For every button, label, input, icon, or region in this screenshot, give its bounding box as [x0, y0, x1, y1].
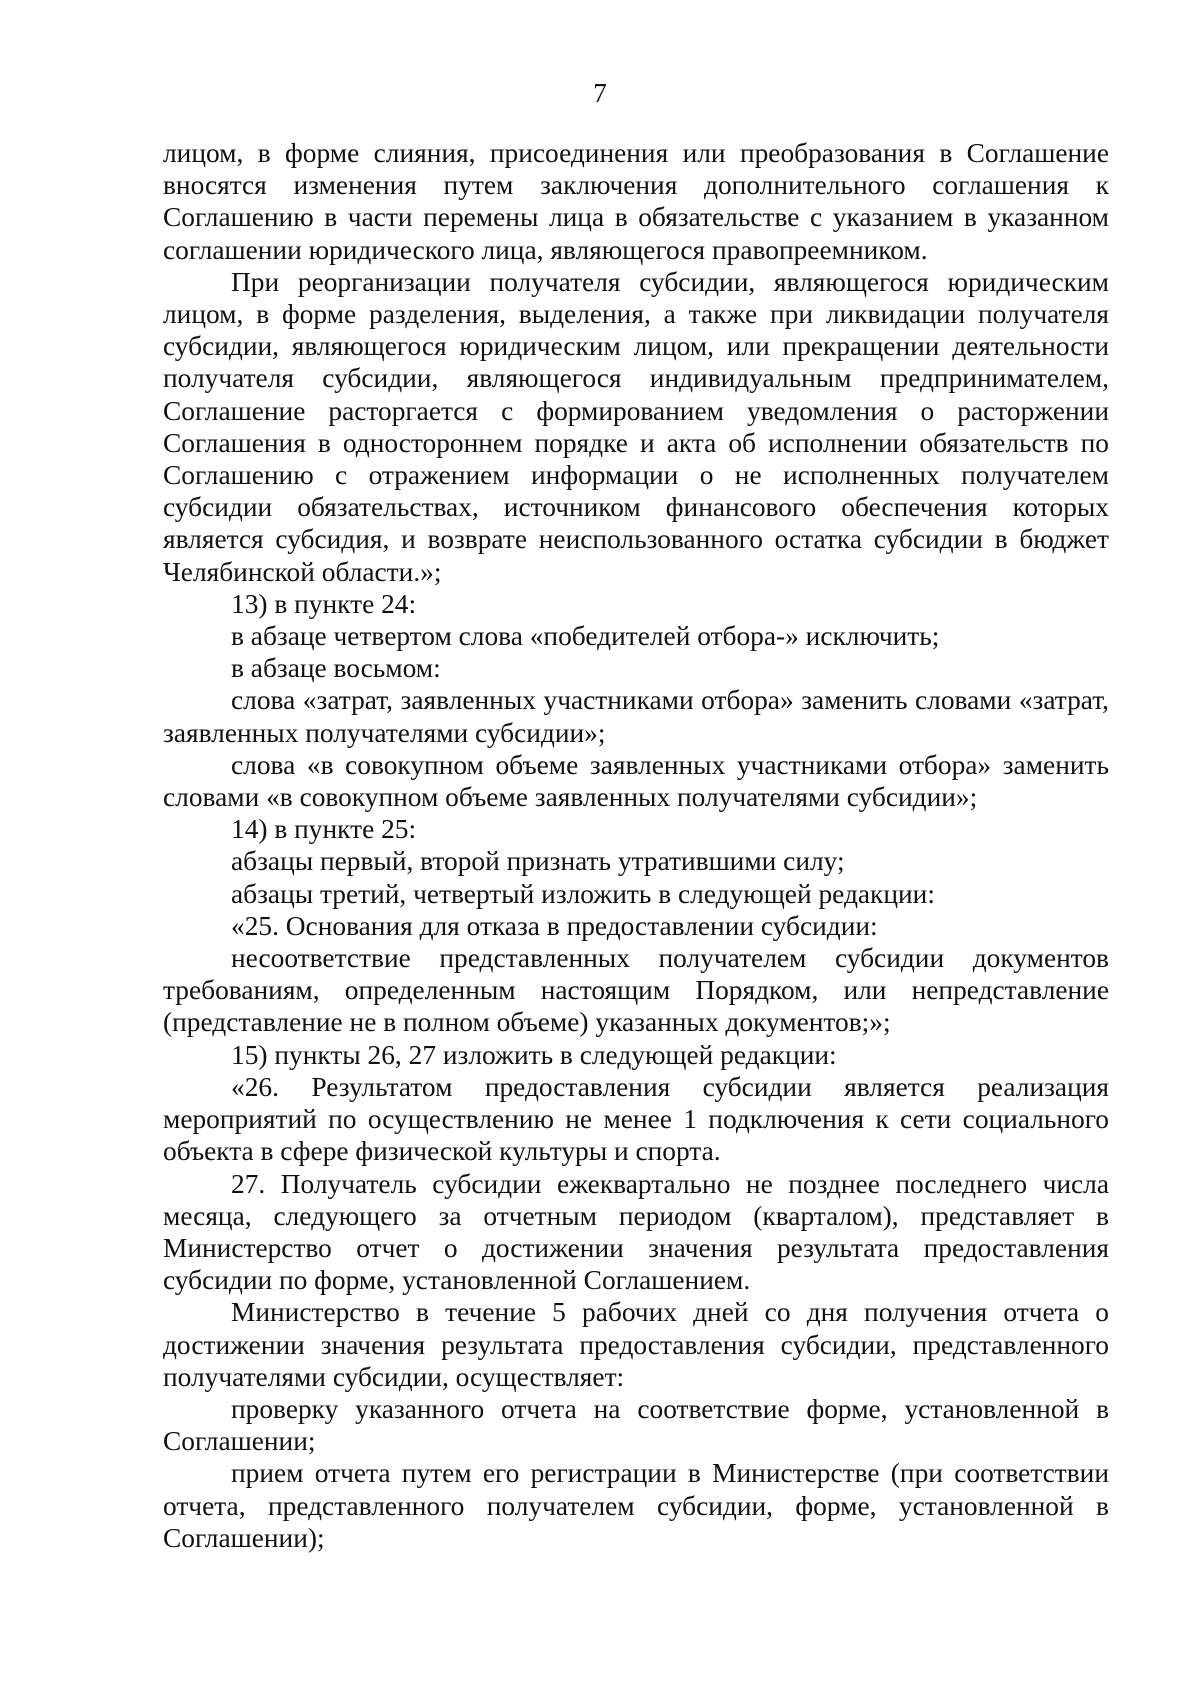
paragraph: 14) в пункте 25: [231, 814, 417, 845]
paragraph: проверку указанного отчета на соответствие форме, установленной в Соглашении; [163, 1393, 1109, 1457]
paragraph: 27. Получатель субсидии ежеквартально не позднее последнего числа месяца, следующего за отчетным периодом (кварталом), представляет в Министерство отчет о достижении значения результата предоставления субсидии по форме, установленной Соглашением. [163, 1168, 1109, 1296]
paragraph: в абзаце восьмом: [231, 653, 441, 684]
paragraph: «26. Результатом предоставления субсидии является реализация мероприятий по осуществлению не менее 1 подключения к сети социального объекта в сфере физической культуры и спорта. [163, 1071, 1109, 1167]
paragraph: прием отчета путем его регистрации в Министерстве (при соответствии отчета, представленного получателем субсидии, форме, установленной в Соглашении); [163, 1458, 1109, 1553]
paragraph: При реорганизации получателя субсидии, являющегося юридическим лицом, в форме разделения, выделения, а также при ликвидации получателя субсидии, являющегося юридическим лицом, или прекращении деятельности получателя субсидии, являющегося индивидуальным предпринимателем, Соглашение расторгается с формированием уведомления о расторжении Соглашения в одностороннем порядке и акта об исполнении обязательств по Соглашению с отражением информации о не исполненных получателем субсидии обязательствах, источником финансового обеспечения которых является субсидия, и возврате неиспользованного остатка субсидии в бюджет Челябинской области.»; [163, 266, 1109, 587]
paragraph: слова «в совокупном объеме заявленных участниками отбора» заменить словами «в совокупном объеме заявленных получателями субсидии»; [163, 749, 1109, 813]
paragraph: несоответствие представленных получателем субсидии документов требованиям, определенным настоящим Порядком, или непредставление (представление не в полном объеме) указанных документов;»; [163, 943, 1109, 1038]
paragraph: слова «затрат, заявленных участниками отбора» заменить словами «затрат, заявленных получателями субсидии»; [163, 685, 1109, 748]
paragraph: абзацы третий, четвертый изложить в следующей редакции: [231, 878, 935, 909]
paragraph: Министерство в течение 5 рабочих дней со дня получения отчета о достижении значения результата предоставления субсидии, представленного получателями субсидии, осуществляет: [163, 1297, 1109, 1392]
page-number: 7 [593, 78, 607, 108]
paragraph: 13) в пункте 24: [231, 588, 417, 619]
paragraph: в абзаце четвертом слова «победителей отбора-» исключить; [231, 621, 940, 652]
paragraph: абзацы первый, второй признать утратившими силу; [231, 846, 845, 877]
paragraph: «25. Основания для отказа в предоставлении субсидии: [231, 910, 878, 941]
paragraph: лицом, в форме слияния, присоединения или преобразования в Соглашение вносятся изменения путем заключения дополнительного соглашения к Соглашению в части перемены лица в обязательстве с указанием в указанном соглашении юридического лица, являющегося правопреемником. [163, 138, 1109, 265]
paragraph: 15) пункты 26, 27 изложить в следующей редакции: [231, 1039, 837, 1070]
document-body [163, 137, 1109, 1554]
